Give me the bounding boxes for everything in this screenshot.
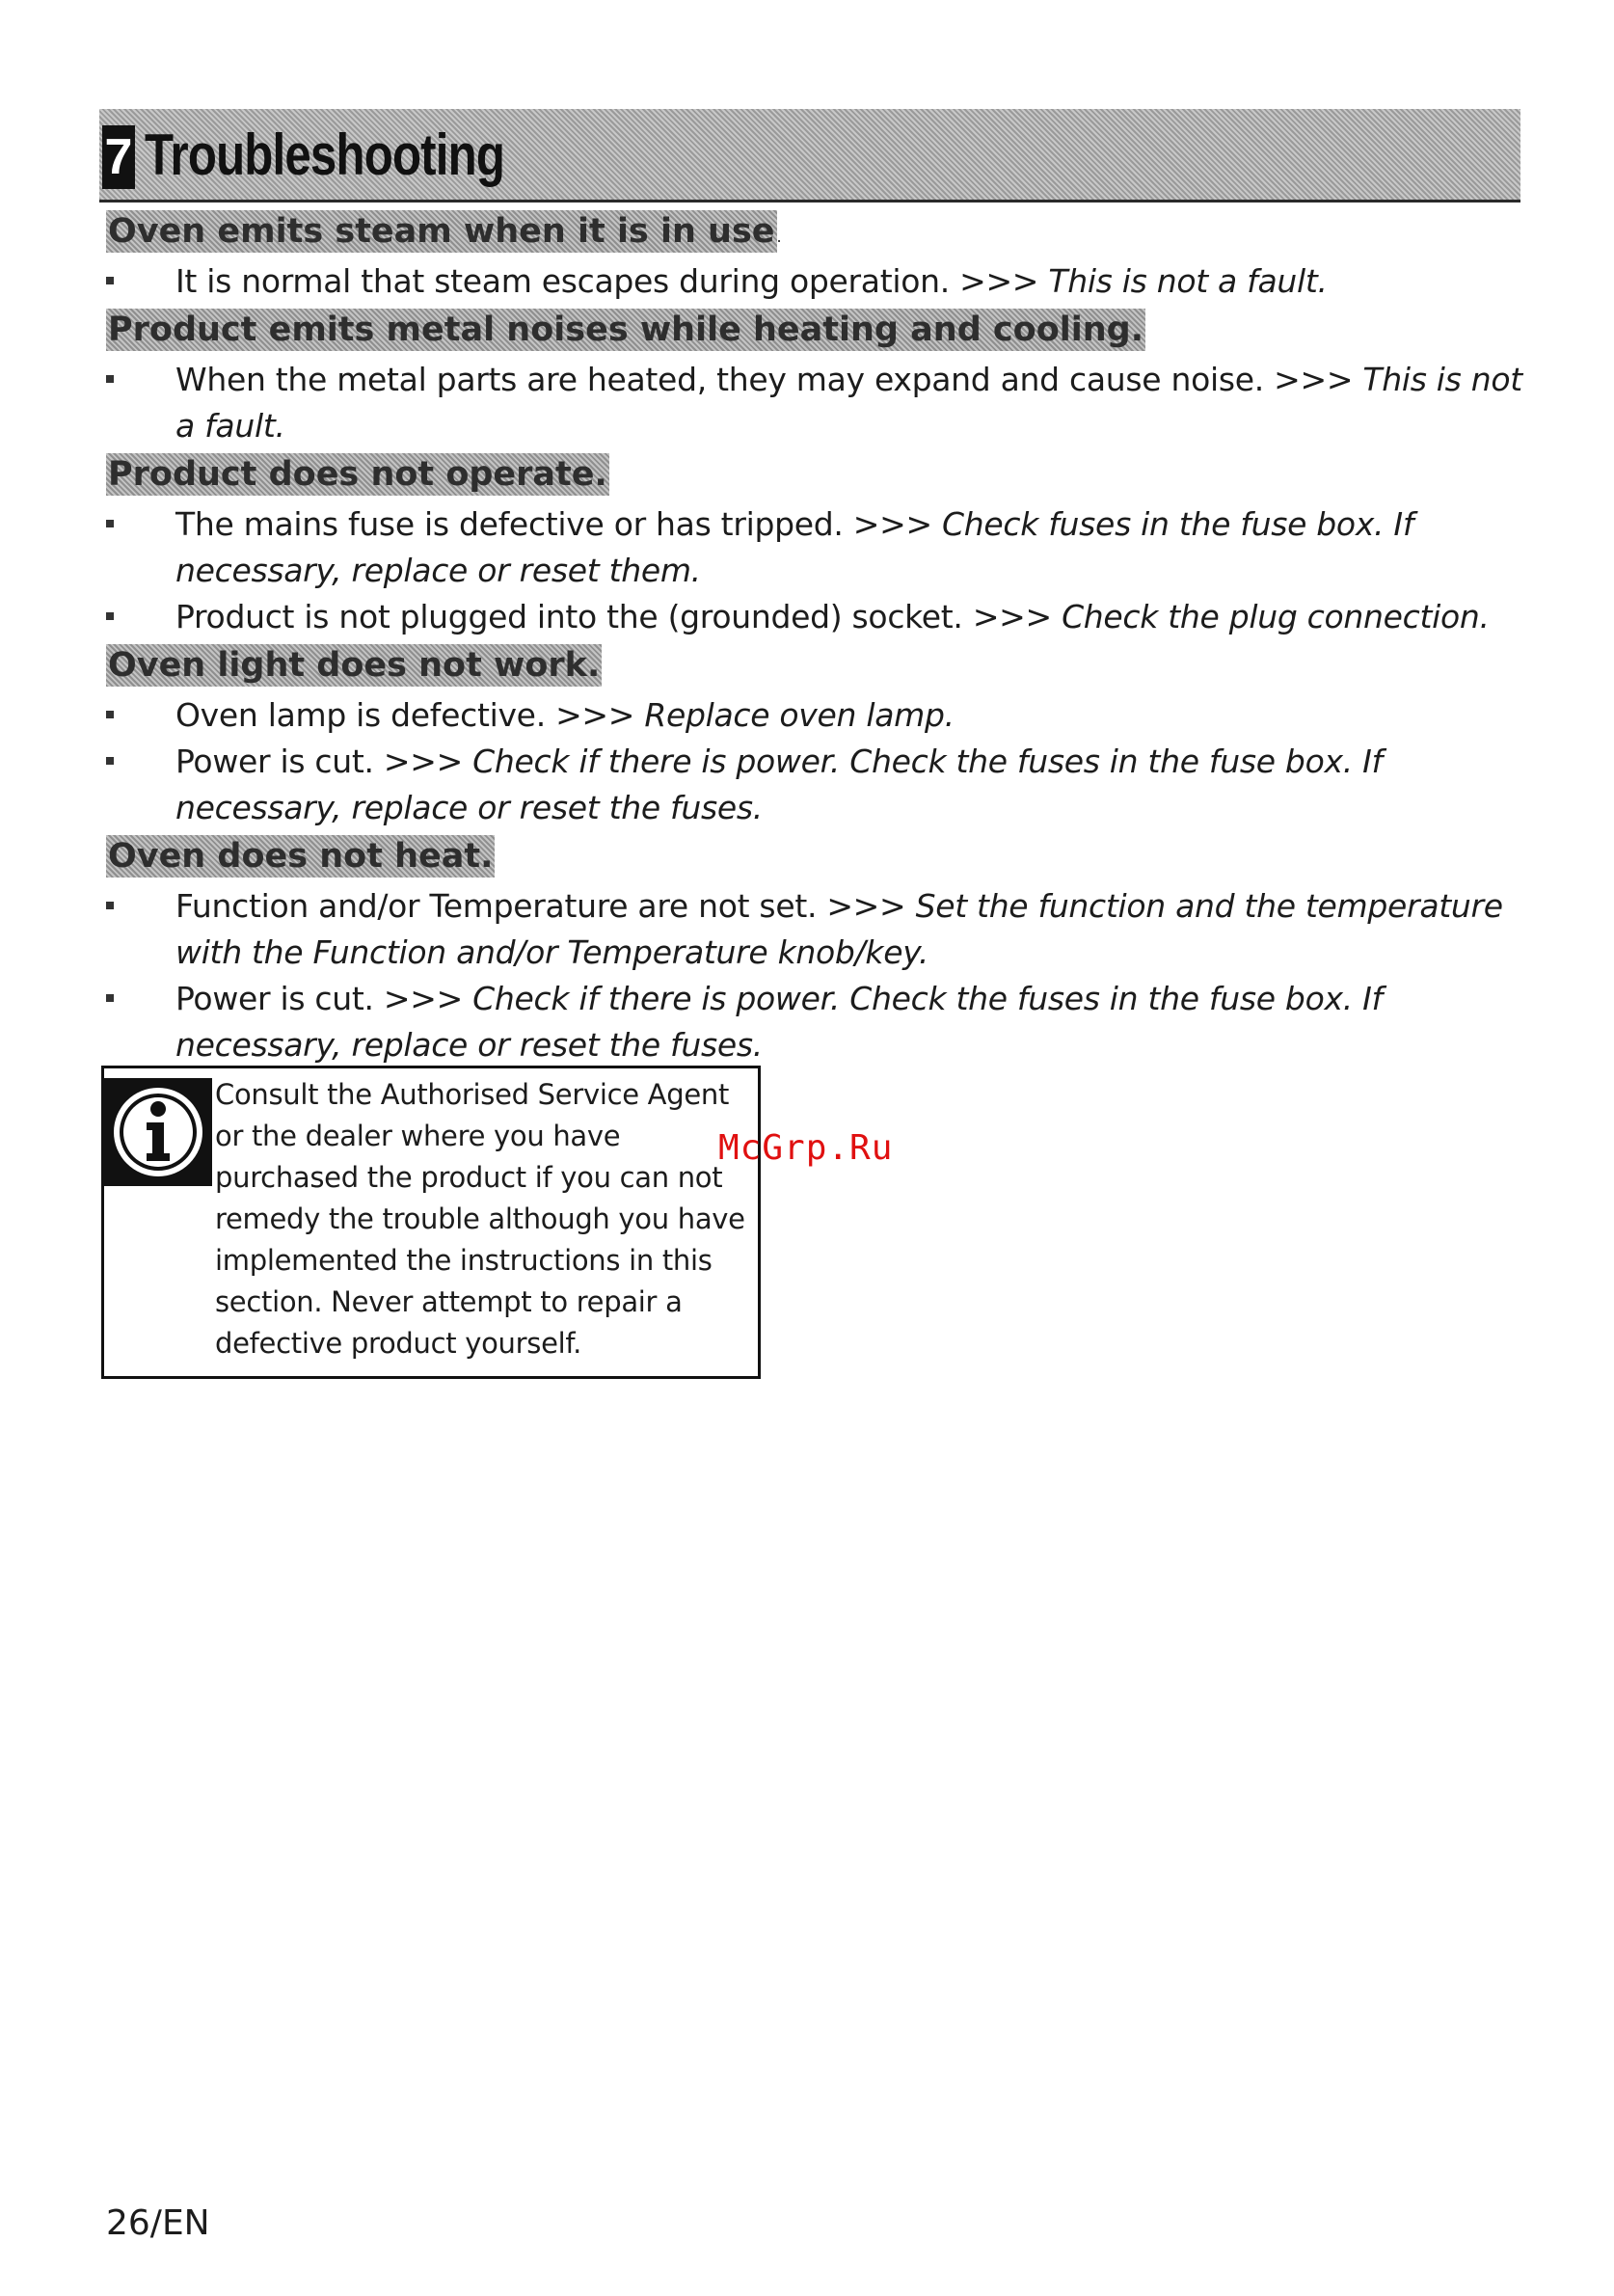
bullet-icon [106, 520, 114, 527]
troubleshooting-content [106, 210, 1523, 1072]
bullet-icon [106, 612, 114, 620]
remedy-text: Check fuses in the fuse box. If necessary, replace or reset them. [175, 505, 1414, 589]
section-heading: Product does not operate. [108, 455, 607, 494]
info-note-text: Consult the Authorised Service Agent or the dealer where you have purchased the product if you can not remedy the trouble although you have implemented the instructions in this section. Never attempt to repair a defective product yourself. [215, 1078, 745, 1360]
list-item [106, 357, 1523, 449]
bullet-icon [106, 375, 114, 383]
bullet-icon [106, 277, 114, 284]
list-item [106, 258, 1523, 305]
list-item [106, 594, 1523, 640]
remedy-text: Check if there is power. Check the fuses in the fuse box. If necessary, replace or reset the fuses. [175, 743, 1383, 826]
section-steam [106, 210, 1523, 305]
section-heading: Oven emits steam when it is in use [108, 212, 775, 251]
info-icon [104, 1078, 212, 1186]
chapter-number: 7 [102, 125, 135, 189]
list-item [106, 692, 1523, 739]
list-item [106, 739, 1523, 831]
list-item [106, 976, 1523, 1068]
section-heading: Oven does not heat. [108, 837, 494, 876]
remedy-text: Set the function and the temperature with the Function and/or Temperature knob/key. [175, 887, 1503, 971]
cause-text: Oven lamp is defective. >>> [175, 696, 645, 734]
remedy-text: Replace oven lamp. [644, 696, 955, 734]
section-no-heat [106, 835, 1523, 1068]
list-item [106, 883, 1523, 976]
cause-text: When the metal parts are heated, they may expand and cause noise. >>> [175, 361, 1363, 398]
page-number: 26/EN [106, 2203, 210, 2243]
list-item [106, 501, 1523, 594]
chapter-title: Troubleshooting [145, 122, 505, 187]
bullet-icon [106, 994, 114, 1002]
cause-text: Power is cut. >>> [175, 743, 473, 780]
section-not-operate [106, 453, 1523, 640]
cause-text: The mains fuse is defective or has tripped. >>> [175, 505, 943, 543]
cause-text: It is normal that steam escapes during operation. >>> [175, 262, 1049, 300]
cause-text: Function and/or Temperature are not set. >>> [175, 887, 916, 925]
section-heading: Product emits metal noises while heating and cooling. [108, 311, 1144, 349]
bullet-icon [106, 902, 114, 909]
remedy-text: Check the plug connection. [1062, 598, 1490, 635]
remedy-text: This is not a fault. [175, 361, 1522, 445]
bullet-icon [106, 757, 114, 765]
cause-text: Product is not plugged into the (grounded) socket. >>> [175, 598, 1063, 635]
info-note-box [101, 1066, 761, 1379]
section-metal-noises [106, 309, 1523, 449]
remedy-text: Check if there is power. Check the fuses in the fuse box. If necessary, replace or reset the fuses. [175, 980, 1383, 1064]
section-oven-light [106, 644, 1523, 831]
bullet-icon [106, 711, 114, 718]
watermark: McGrp.Ru [718, 1128, 894, 1168]
section-heading: Oven light does not work. [108, 646, 601, 685]
heading-suffix: . [776, 228, 782, 246]
cause-text: Power is cut. >>> [175, 980, 473, 1017]
remedy-text: This is not a fault. [1048, 262, 1328, 300]
